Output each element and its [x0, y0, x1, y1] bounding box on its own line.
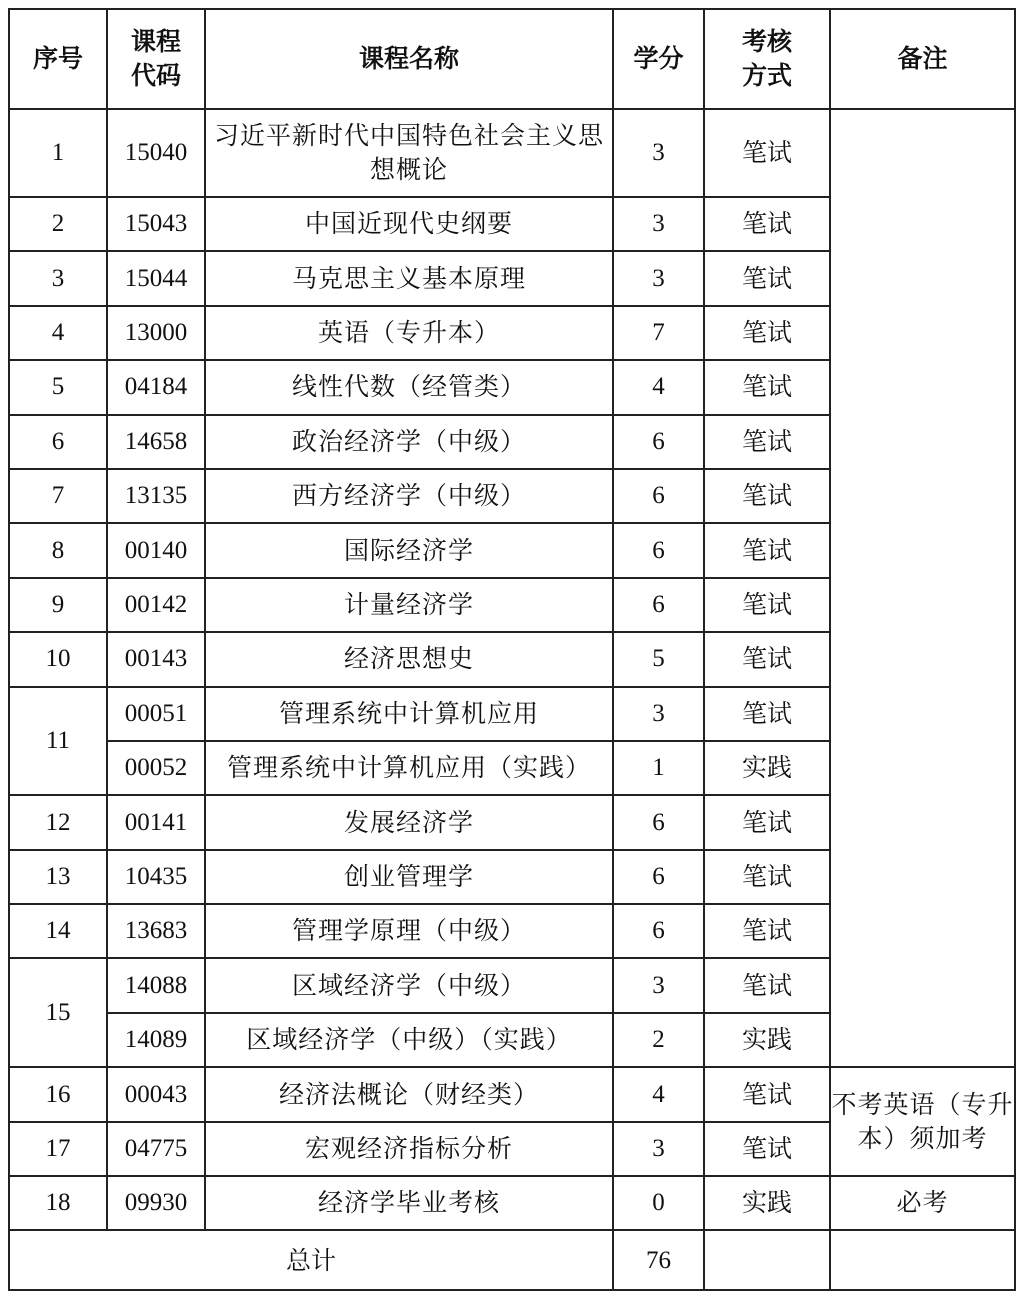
cell-seq: 8 [9, 523, 107, 577]
cell-exam-method: 笔试 [704, 306, 830, 360]
cell-code: 00143 [107, 632, 205, 686]
cell-code: 15044 [107, 251, 205, 305]
cell-course-name: 创业管理学 [205, 850, 613, 904]
cell-course-name: 管理系统中计算机应用 [205, 687, 613, 741]
cell-code: 00052 [107, 741, 205, 795]
cell-credit: 6 [613, 523, 704, 577]
cell-credit: 2 [613, 1013, 704, 1067]
cell-code: 00140 [107, 523, 205, 577]
cell-code: 14088 [107, 958, 205, 1012]
cell-note-required: 必考 [830, 1176, 1015, 1230]
cell-exam-method: 笔试 [704, 109, 830, 197]
header-code-text: 课程代码 [130, 27, 181, 90]
cell-course-name: 习近平新时代中国特色社会主义思想概论 [205, 109, 613, 197]
cell-exam-method: 实践 [704, 741, 830, 795]
cell-note-english-extra: 不考英语（专升本）须加考 [830, 1067, 1015, 1176]
cell-credit: 6 [613, 415, 704, 469]
cell-credit: 6 [613, 904, 704, 958]
cell-credit: 3 [613, 1122, 704, 1176]
total-exam-blank [704, 1230, 830, 1290]
cell-credit: 3 [613, 197, 704, 251]
cell-exam-method: 笔试 [704, 687, 830, 741]
cell-course-name: 经济法概论（财经类） [205, 1067, 613, 1121]
cell-code: 14658 [107, 415, 205, 469]
cell-code: 00043 [107, 1067, 205, 1121]
cell-course-name: 中国近现代史纲要 [205, 197, 613, 251]
cell-credit: 3 [613, 958, 704, 1012]
cell-seq: 15 [9, 958, 107, 1067]
cell-credit: 4 [613, 360, 704, 414]
cell-exam-method: 实践 [704, 1013, 830, 1067]
cell-note-blank [830, 109, 1015, 1067]
header-name: 课程名称 [205, 9, 613, 109]
cell-course-name: 计量经济学 [205, 578, 613, 632]
header-seq: 序号 [9, 9, 107, 109]
cell-code: 15043 [107, 197, 205, 251]
cell-credit: 6 [613, 795, 704, 849]
cell-credit: 0 [613, 1176, 704, 1230]
cell-course-name: 西方经济学（中级） [205, 469, 613, 523]
cell-exam-method: 笔试 [704, 850, 830, 904]
header-credit: 学分 [613, 9, 704, 109]
cell-course-name: 英语（专升本） [205, 306, 613, 360]
cell-seq: 9 [9, 578, 107, 632]
header-note: 备注 [830, 9, 1015, 109]
cell-seq: 11 [9, 687, 107, 796]
course-plan-table [8, 8, 1016, 1291]
cell-credit: 3 [613, 687, 704, 741]
cell-seq: 3 [9, 251, 107, 305]
cell-course-name: 管理学原理（中级） [205, 904, 613, 958]
cell-credit: 3 [613, 251, 704, 305]
cell-exam-method: 笔试 [704, 469, 830, 523]
cell-seq: 17 [9, 1122, 107, 1176]
cell-seq: 5 [9, 360, 107, 414]
cell-exam-method: 笔试 [704, 197, 830, 251]
header-code [107, 9, 205, 109]
cell-exam-method: 笔试 [704, 795, 830, 849]
cell-credit: 6 [613, 578, 704, 632]
header-exam [704, 9, 830, 109]
cell-course-name: 发展经济学 [205, 795, 613, 849]
cell-seq: 13 [9, 850, 107, 904]
cell-exam-method: 实践 [704, 1176, 830, 1230]
table-row [9, 109, 1015, 197]
cell-code: 00051 [107, 687, 205, 741]
header-row [9, 9, 1015, 109]
cell-code: 15040 [107, 109, 205, 197]
cell-code: 13683 [107, 904, 205, 958]
cell-seq: 4 [9, 306, 107, 360]
cell-exam-method: 笔试 [704, 958, 830, 1012]
cell-code: 00141 [107, 795, 205, 849]
table-row [9, 1176, 1015, 1230]
cell-exam-method: 笔试 [704, 632, 830, 686]
cell-exam-method: 笔试 [704, 1122, 830, 1176]
total-note-blank [830, 1230, 1015, 1290]
cell-credit: 5 [613, 632, 704, 686]
cell-code: 00142 [107, 578, 205, 632]
cell-seq: 10 [9, 632, 107, 686]
cell-seq: 7 [9, 469, 107, 523]
cell-seq: 12 [9, 795, 107, 849]
cell-exam-method: 笔试 [704, 578, 830, 632]
cell-course-name: 宏观经济指标分析 [205, 1122, 613, 1176]
cell-code: 10435 [107, 850, 205, 904]
cell-credit: 4 [613, 1067, 704, 1121]
cell-exam-method: 笔试 [704, 523, 830, 577]
cell-code: 04184 [107, 360, 205, 414]
header-exam-text: 考核方式 [741, 27, 792, 90]
cell-credit: 6 [613, 469, 704, 523]
cell-course-name: 管理系统中计算机应用（实践） [205, 741, 613, 795]
cell-credit: 3 [613, 109, 704, 197]
cell-credit: 7 [613, 306, 704, 360]
total-row [9, 1230, 1015, 1290]
cell-seq: 1 [9, 109, 107, 197]
cell-credit: 6 [613, 850, 704, 904]
cell-exam-method: 笔试 [704, 904, 830, 958]
cell-course-name: 线性代数（经管类） [205, 360, 613, 414]
cell-exam-method: 笔试 [704, 415, 830, 469]
cell-course-name: 经济思想史 [205, 632, 613, 686]
total-credit: 76 [613, 1230, 704, 1290]
cell-exam-method: 笔试 [704, 360, 830, 414]
cell-credit: 1 [613, 741, 704, 795]
table-row [9, 1067, 1015, 1121]
cell-code: 04775 [107, 1122, 205, 1176]
cell-code: 14089 [107, 1013, 205, 1067]
cell-course-name: 国际经济学 [205, 523, 613, 577]
cell-code: 13135 [107, 469, 205, 523]
total-label: 总计 [9, 1230, 613, 1290]
cell-course-name: 经济学毕业考核 [205, 1176, 613, 1230]
cell-seq: 2 [9, 197, 107, 251]
cell-course-name: 区域经济学（中级）（实践） [205, 1013, 613, 1067]
cell-code: 13000 [107, 306, 205, 360]
cell-exam-method: 笔试 [704, 251, 830, 305]
cell-seq: 14 [9, 904, 107, 958]
cell-seq: 6 [9, 415, 107, 469]
cell-seq: 18 [9, 1176, 107, 1230]
cell-course-name: 区域经济学（中级） [205, 958, 613, 1012]
cell-code: 09930 [107, 1176, 205, 1230]
cell-exam-method: 笔试 [704, 1067, 830, 1121]
cell-seq: 16 [9, 1067, 107, 1121]
cell-course-name: 马克思主义基本原理 [205, 251, 613, 305]
cell-course-name: 政治经济学（中级） [205, 415, 613, 469]
